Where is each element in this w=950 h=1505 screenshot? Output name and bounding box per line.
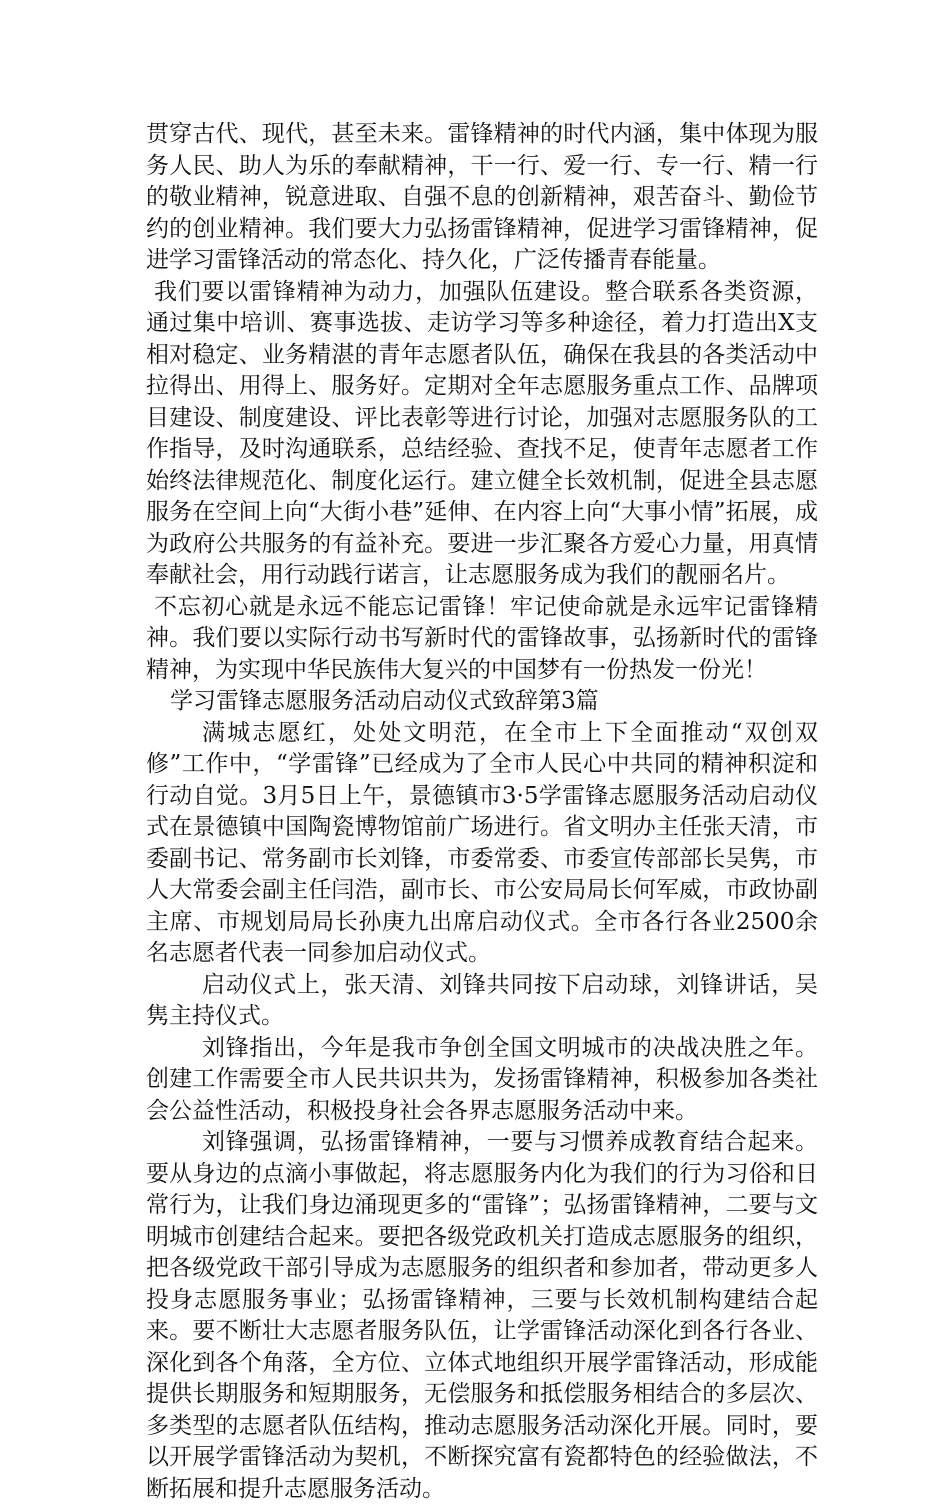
paragraph-liu-feng-pointed-out: 刘锋指出，今年是我市争创全国文明城市的决战决胜之年。创建工作需要全市人民共识共为，发扬雷锋精神，积极参加各类社会公益性活动，积极投身社会各界志愿服务活动中来。 bbox=[146, 1034, 818, 1124]
section-heading: 学习雷锋志愿服务活动启动仪式致辞第3篇 bbox=[170, 688, 599, 714]
paragraph-ceremony-launch: 启动仪式上，张天清、刘锋共同按下启动球，刘锋讲话，吴隽主持仪式。 bbox=[146, 971, 818, 1029]
paragraph-ceremony-intro: 满城志愿红，处处文明范，在全市上下全面推动“双创双修”工作中，“学雷锋”已经成为了全市人民心中共同的精神积淀和行动自觉。3月5日上午，景德镇市3·5学雷锋志愿服务活动启动仪式在景德镇中国陶瓷博物馆前广场进行。省文明办主任张天清，市委副书记、常务副市长刘锋，市委常委、市委宣传部部长吴隽，市人大常委会副主任闫浩，副市长、市公安局局长何军威，市政协副主席、市规划局局长孙庚九出席启动仪式。全市各行各业2500余名志愿者代表一同参加启动仪式。 bbox=[146, 719, 818, 966]
document-body bbox=[146, 119, 818, 1505]
paragraph-continuation: 贯穿古代、现代，甚至未来。雷锋精神的时代内涵，集中体现为服务人民、助人为乐的奉献精神，干一行、爱一行、专一行、精一行的敬业精神，锐意进取、自强不息的创新精神，艰苦奋斗、勤俭节约的创业精神。我们要大力弘扬雷锋精神，促进学习雷锋精神，促进学习雷锋活动的常态化、持久化，广泛传播青春能量。 bbox=[146, 121, 818, 273]
paragraph-team-building: 我们要以雷锋精神为动力，加强队伍建设。整合联系各类资源，通过集中培训、赛事选拔、走访学习等多种途径，着力打造出X支相对稳定、业务精湛的青年志愿者队伍，确保在我县的各类活动中拉得出、用得上、服务好。定期对全年志愿服务重点工作、品牌项目建设、制度建设、评比表彰等进行讨论，加强对志愿服务队的工作指导，及时沟通联系，总结经验、查找不足，使青年志愿者工作始终法律规范化、制度化运行。建立健全长效机制，促进全县志愿服务在空间上向“大街小巷”延伸、在内容上向“大事小情”拓展，成为政府公共服务的有益补充。要进一步汇聚各方爱心力量，用真情奉献社会，用行动践行诺言，让志愿服务成为我们的靓丽名片。 bbox=[146, 278, 818, 588]
paragraph-original-mission: 不忘初心就是永远不能忘记雷锋！牢记使命就是永远牢记雷锋精神。我们要以实际行动书写新时代的雷锋故事，弘扬新时代的雷锋精神，为实现中华民族伟大复兴的中国梦有一份热发一份光！ bbox=[146, 593, 818, 683]
paragraph-liu-feng-emphasized: 刘锋强调，弘扬雷锋精神，一要与习惯养成教育结合起来。要从身边的点滴小事做起，将志愿服务内化为我们的行为习俗和日常行为，让我们身边涌现更多的“雷锋”；弘扬雷锋精神，二要与文明城市创建结合起来。要把各级党政机关打造成志愿服务的组织，把各级党政干部引导成为志愿服务的组织者和参加者，带动更多人投身志愿服务事业；弘扬雷锋精神，三要与长效机制构建结合起来。要不断壮大志愿者服务队伍，让学雷锋活动深化到各行各业、深化到各个角落，全方位、立体式地组织开展学雷锋活动，形成能提供长期服务和短期服务，无偿服务和抵偿服务相结合的多层次、多类型的志愿者队伍结构，推动志愿服务活动深化开展。同时，要以开展学雷锋活动为契机，不断探究富有瓷都特色的经验做法，不断拓展和提升志愿服务活动。 bbox=[146, 1129, 818, 1502]
